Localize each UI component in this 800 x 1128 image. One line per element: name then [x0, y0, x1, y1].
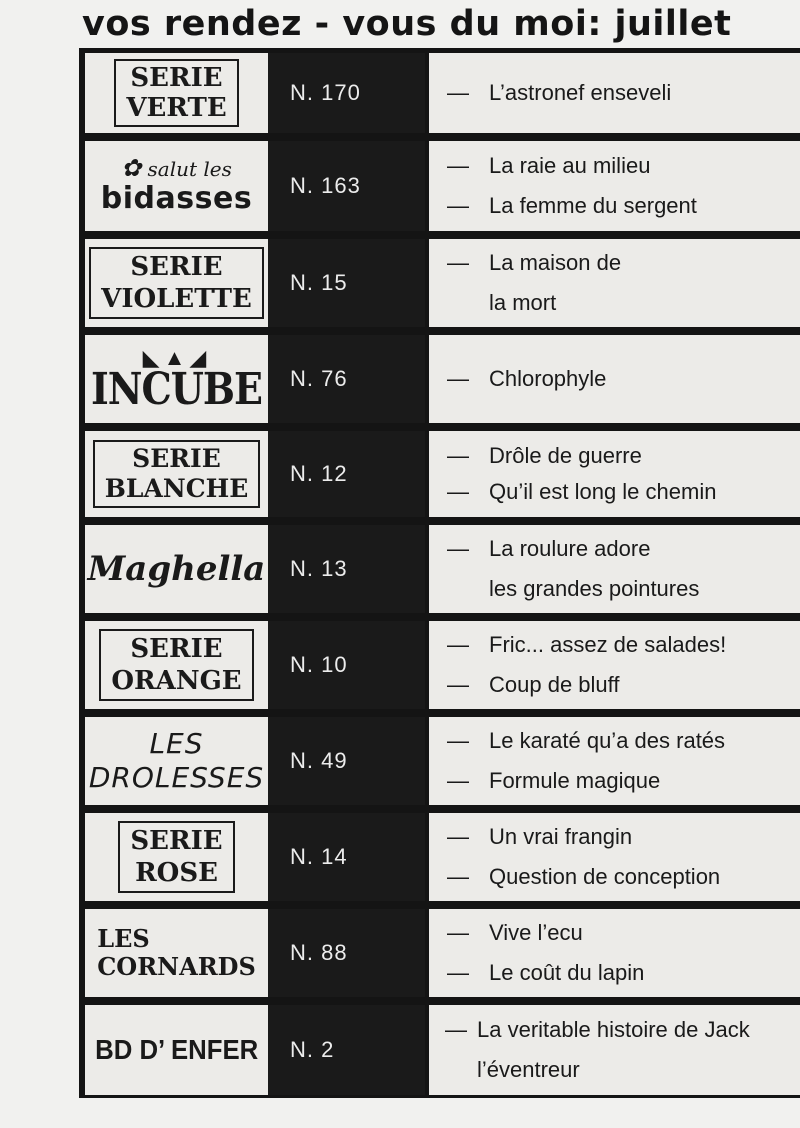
series-logo: [85, 717, 268, 805]
logo-box: [88, 1033, 265, 1067]
title-text: Le coût du lapin: [489, 960, 645, 985]
title-text: Un vrai frangin: [489, 824, 633, 849]
logo-box: [88, 549, 266, 589]
title-line: [447, 438, 800, 474]
title-text: Coup de bluff: [489, 672, 620, 697]
table-row: [85, 621, 800, 709]
title-text: La femme du sergent: [489, 193, 697, 218]
dash: —: [447, 250, 469, 275]
title-line: [447, 186, 800, 226]
releases-table: [79, 48, 800, 1098]
title-text: les grandes pointures: [489, 576, 700, 601]
title-text: La veritable histoire de Jack: [477, 1017, 750, 1042]
page-title: vos rendez - vous du moi: juillet: [82, 4, 732, 44]
issue-number: N. 76: [268, 335, 425, 423]
dash: —: [447, 672, 469, 697]
dash: —: [447, 80, 469, 105]
logo-line: DROLESSES: [88, 761, 265, 794]
issue-titles: [429, 239, 800, 327]
issue-titles: [429, 431, 800, 517]
dash: —: [445, 1017, 467, 1042]
logo-line: BLANCHE: [104, 474, 249, 503]
series-logo: [85, 141, 268, 231]
issue-titles: [429, 141, 800, 231]
flower-icon: ✿: [121, 153, 142, 182]
logo-line: bidasses: [100, 180, 253, 216]
logo-line: BD D’ ENFER: [94, 1034, 259, 1065]
dash: —: [447, 920, 469, 945]
series-logo: [85, 1005, 268, 1095]
logo-line: SERIE: [130, 826, 223, 856]
dash: —: [447, 960, 469, 985]
title-line: [447, 913, 800, 953]
logo-box: [89, 247, 264, 319]
dash: —: [447, 728, 469, 753]
series-logo: [85, 525, 268, 613]
logo-line: ✿ salut les: [121, 153, 232, 182]
table-row: [85, 909, 800, 997]
title-line: [447, 474, 800, 510]
series-logo: [85, 813, 268, 901]
issue-titles: [429, 53, 800, 133]
table-row: [85, 717, 800, 805]
issue-number: N. 88: [268, 909, 425, 997]
logo-line: SERIE: [130, 63, 223, 93]
title-line: [445, 1050, 800, 1090]
logo-box: [100, 153, 253, 217]
title-text: La maison de: [489, 250, 622, 275]
title-text: Chlorophyle: [489, 366, 607, 391]
dash: —: [447, 193, 469, 218]
title-text: L’astronef enseveli: [489, 80, 672, 105]
logo-box: [91, 345, 262, 415]
issue-number: N. 170: [268, 53, 425, 133]
title-text: Fric... assez de salades!: [489, 632, 727, 657]
table-row: [85, 525, 800, 613]
table-row: [85, 1005, 800, 1095]
title-line: [447, 761, 800, 801]
logo-box: [118, 821, 234, 893]
title-text: La raie au milieu: [489, 153, 651, 178]
dash: —: [447, 768, 469, 793]
issue-titles: [429, 335, 800, 423]
table-row: [85, 431, 800, 517]
issue-titles: [429, 525, 800, 613]
logo-line: ORANGE: [111, 666, 242, 696]
table-row: [85, 53, 800, 133]
title-line: [447, 529, 800, 569]
series-logo: [85, 53, 268, 133]
logo-line: ROSE: [135, 858, 218, 888]
title-line: [447, 73, 800, 113]
dash: [445, 1050, 477, 1090]
logo-box: [89, 727, 264, 795]
logo-box: [93, 440, 261, 508]
logo-line: Maghella: [87, 549, 266, 589]
dash: —: [447, 536, 469, 561]
title-text: Vive l’ecu: [489, 920, 583, 945]
logo-box: [114, 59, 238, 127]
issue-titles: [429, 621, 800, 709]
logo-line: CORNARDS: [97, 952, 256, 981]
title-line: [447, 625, 800, 665]
series-logo: [85, 239, 268, 327]
logo-line: SERIE: [130, 634, 223, 664]
issue-titles: [429, 909, 800, 997]
bat-wings-icon: ◣▲◢: [142, 345, 211, 370]
issue-titles: [429, 813, 800, 901]
issue-number: N. 13: [268, 525, 425, 613]
dash: —: [447, 824, 469, 849]
dash: [447, 283, 489, 323]
title-line: [445, 1010, 800, 1050]
series-logo: [85, 335, 268, 423]
logo-line: SERIE: [132, 444, 221, 473]
issue-number: N. 15: [268, 239, 425, 327]
series-logo: [85, 909, 268, 997]
issue-number: N. 49: [268, 717, 425, 805]
title-line: [447, 857, 800, 897]
issue-titles: [429, 717, 800, 805]
issue-number: N. 10: [268, 621, 425, 709]
issue-number: N. 2: [268, 1005, 425, 1095]
title-line: [447, 283, 800, 323]
title-text: Qu’il est long le chemin: [489, 479, 717, 504]
dash: —: [447, 479, 469, 504]
issue-titles: [429, 1005, 800, 1095]
dash: —: [447, 153, 469, 178]
title-line: [447, 243, 800, 283]
dash: —: [447, 632, 469, 657]
logo-line: LES: [149, 727, 204, 760]
issue-number: N. 163: [268, 141, 425, 231]
series-logo: [85, 621, 268, 709]
title-text: la mort: [489, 290, 557, 315]
title-line: [447, 721, 800, 761]
logo-box: [97, 925, 256, 981]
title-line: [447, 953, 800, 993]
title-line: [447, 146, 800, 186]
logo-line: VERTE: [126, 93, 227, 123]
title-line: [447, 665, 800, 705]
logo-line: SERIE: [130, 252, 223, 282]
title-text: Question de conception: [489, 864, 721, 889]
table-row: [85, 813, 800, 901]
logo-line: LES: [97, 924, 150, 953]
logo-line: INCUBE: [91, 362, 262, 415]
title-text: Le karaté qu’a des ratés: [489, 728, 726, 753]
title-text: La roulure adore: [489, 536, 651, 561]
title-text: l’éventreur: [477, 1057, 580, 1082]
table-row: [85, 141, 800, 231]
logo-box: [99, 629, 253, 701]
title-line: [447, 569, 800, 609]
title-text: Formule magique: [489, 768, 661, 793]
issue-number: N. 14: [268, 813, 425, 901]
dash: [447, 569, 489, 609]
table-row: [85, 239, 800, 327]
title-line: [447, 359, 800, 399]
issue-number: N. 12: [268, 431, 425, 517]
table-row: [85, 335, 800, 423]
title-text: Drôle de guerre: [489, 443, 642, 468]
dash: —: [447, 864, 469, 889]
dash: —: [447, 443, 469, 468]
logo-line: VIOLETTE: [101, 284, 252, 314]
title-line: [447, 817, 800, 857]
series-logo: [85, 431, 268, 517]
dash: —: [447, 366, 469, 391]
